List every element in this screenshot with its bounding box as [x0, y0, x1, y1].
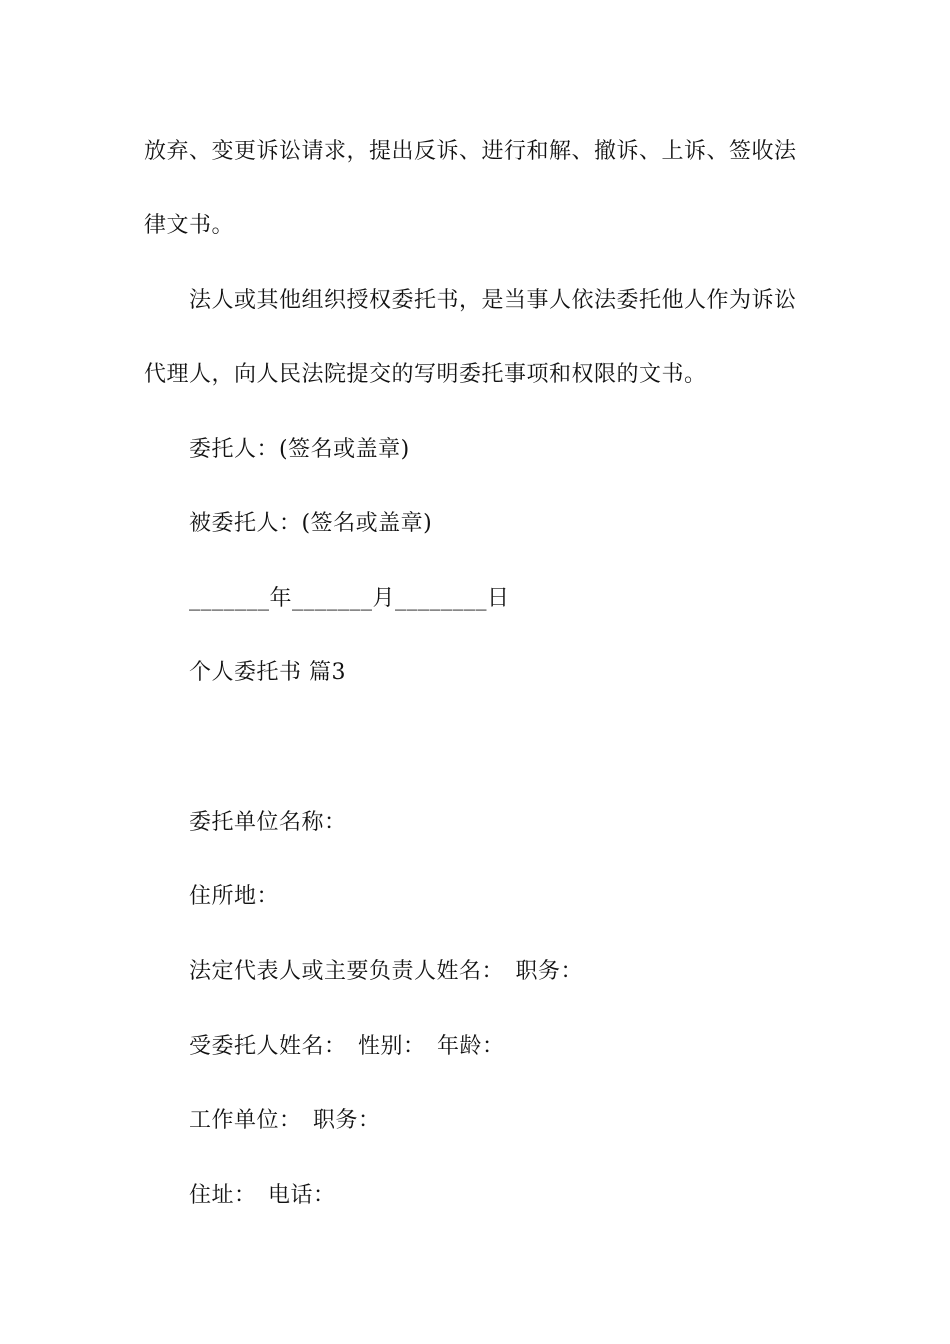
paragraph-1-line-1: 放弃、变更诉讼请求，提出反诉、进行和解、撤诉、上诉、签收法: [144, 139, 797, 164]
paragraph-1-line-2: 律文书。: [144, 213, 235, 238]
field-entrusting-unit: 委托单位名称：: [189, 810, 347, 835]
date-line: _______年_______月________日: [189, 586, 510, 611]
field-work-unit: 工作单位： 职务：: [189, 1108, 381, 1133]
agent-signature-line: 被委托人：(签名或盖章): [189, 511, 433, 536]
section-heading: 个人委托书 篇3: [189, 660, 346, 685]
paragraph-2-line-1: 法人或其他组织授权委托书，是当事人依法委托他人作为诉讼: [189, 288, 797, 313]
field-residence-phone: 住址： 电话：: [189, 1183, 336, 1208]
field-trustee: 受委托人姓名： 性别： 年龄：: [189, 1034, 505, 1059]
field-legal-representative: 法定代表人或主要负责人姓名： 职务：: [189, 959, 584, 984]
principal-signature-line: 委托人：(签名或盖章): [189, 437, 410, 462]
field-address: 住所地：: [189, 884, 280, 909]
paragraph-2-line-2: 代理人，向人民法院提交的写明委托事项和权限的文书。: [144, 362, 707, 387]
